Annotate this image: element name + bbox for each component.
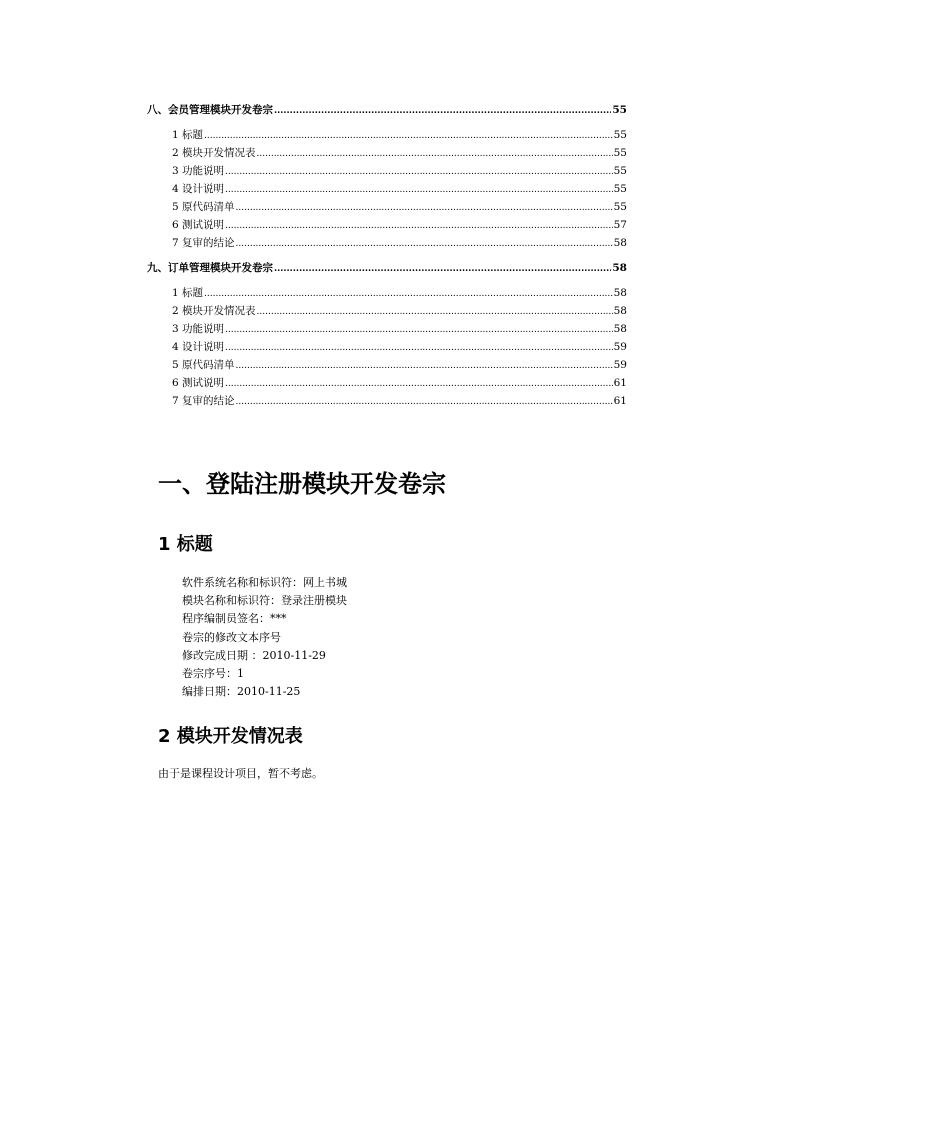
info-line: 编排日期：2010-11-25 bbox=[182, 685, 301, 699]
toc-item[interactable] bbox=[147, 392, 627, 410]
toc-section bbox=[147, 258, 627, 410]
toc-item-label: 7 复审的结论 bbox=[172, 237, 235, 249]
toc-leader-dots bbox=[225, 375, 613, 393]
toc-item[interactable] bbox=[147, 338, 627, 356]
toc-item[interactable] bbox=[147, 162, 627, 180]
toc-page-number: 55 bbox=[613, 147, 627, 159]
toc-heading[interactable] bbox=[147, 258, 627, 278]
toc-item[interactable] bbox=[147, 198, 627, 216]
toc-item-label: 6 测试说明 bbox=[172, 377, 225, 389]
toc-page-number: 55 bbox=[613, 165, 627, 177]
toc-leader-dots bbox=[274, 259, 611, 279]
toc-item-label: 3 功能说明 bbox=[172, 323, 225, 335]
toc-item[interactable] bbox=[147, 374, 627, 392]
toc-item-label: 4 设计说明 bbox=[172, 183, 225, 195]
toc-heading-label: 八、会员管理模块开发卷宗 bbox=[147, 104, 273, 116]
toc-leader-dots bbox=[225, 181, 613, 199]
toc-item-label: 4 设计说明 bbox=[172, 341, 225, 353]
toc-item[interactable] bbox=[147, 302, 627, 320]
toc-item-label: 5 原代码清单 bbox=[172, 201, 235, 213]
toc-item-label: 2 模块开发情况表 bbox=[172, 147, 256, 159]
toc-item-label: 3 功能说明 bbox=[172, 165, 225, 177]
toc-item-label: 6 测试说明 bbox=[172, 219, 225, 231]
toc-page-number: 55 bbox=[613, 183, 627, 195]
info-line: 软件系统名称和标识符：网上书城 bbox=[182, 576, 347, 589]
toc-item[interactable] bbox=[147, 216, 627, 234]
body-paragraph: 由于是课程设计项目，暂不考虑。 bbox=[158, 767, 323, 780]
toc-leader-dots bbox=[225, 217, 613, 235]
toc-item-label: 2 模块开发情况表 bbox=[172, 305, 256, 317]
toc-leader-dots bbox=[225, 163, 613, 181]
toc-item[interactable] bbox=[147, 234, 627, 252]
toc-page-number: 61 bbox=[613, 377, 627, 389]
toc-leader-dots bbox=[225, 339, 613, 357]
toc-page-number: 59 bbox=[613, 359, 627, 371]
toc-item[interactable] bbox=[147, 320, 627, 338]
toc-page-number: 57 bbox=[613, 219, 627, 231]
info-line: 卷宗序号：1 bbox=[182, 666, 244, 680]
toc-item-label: 5 原代码清单 bbox=[172, 359, 235, 371]
toc-page-number: 58 bbox=[613, 287, 627, 299]
toc-heading[interactable] bbox=[147, 100, 627, 120]
toc-leader-dots bbox=[225, 321, 613, 339]
toc-leader-dots bbox=[236, 357, 613, 375]
section-heading: 1 标题 bbox=[158, 534, 213, 555]
toc-item-label: 7 复审的结论 bbox=[172, 395, 235, 407]
toc-page-number: 59 bbox=[613, 341, 627, 353]
toc-leader-dots bbox=[236, 235, 613, 253]
identifier-list bbox=[182, 574, 347, 701]
toc-heading-label: 九、订单管理模块开发卷宗 bbox=[147, 262, 273, 274]
toc-item[interactable] bbox=[147, 126, 627, 144]
toc-leader-dots bbox=[236, 393, 613, 411]
toc-page-number: 55 bbox=[613, 201, 627, 213]
toc-item-label: 1 标题 bbox=[172, 287, 204, 299]
info-line: 卷宗的修改文本序号 bbox=[182, 630, 281, 644]
info-line: 模块名称和标识符：登录注册模块 bbox=[182, 594, 347, 608]
info-line: 修改完成日期 ：2010-11-29 bbox=[182, 648, 326, 662]
toc-item[interactable] bbox=[147, 356, 627, 374]
info-line: 程序编制员签名：*** bbox=[182, 612, 287, 626]
toc-leader-dots bbox=[204, 127, 613, 145]
toc-leader-dots bbox=[274, 101, 611, 121]
toc-page-number: 58 bbox=[613, 323, 627, 335]
toc-section bbox=[147, 100, 627, 252]
toc-page-number: 55 bbox=[612, 104, 627, 116]
toc-item[interactable] bbox=[147, 284, 627, 302]
toc-leader-dots bbox=[204, 285, 613, 303]
toc-page-number: 58 bbox=[613, 237, 627, 249]
toc-item[interactable] bbox=[147, 180, 627, 198]
section-heading: 2 模块开发情况表 bbox=[158, 726, 303, 747]
toc-page-number: 55 bbox=[613, 129, 627, 141]
toc-leader-dots bbox=[257, 303, 613, 321]
toc-item-label: 1 标题 bbox=[172, 129, 204, 141]
toc-page-number: 58 bbox=[613, 305, 627, 317]
toc-page-number: 61 bbox=[613, 395, 627, 407]
chapter-title: 一、登陆注册模块开发卷宗 bbox=[158, 470, 446, 498]
table-of-contents bbox=[147, 100, 627, 410]
toc-page-number: 58 bbox=[612, 262, 627, 274]
toc-item[interactable] bbox=[147, 144, 627, 162]
toc-leader-dots bbox=[257, 145, 613, 163]
toc-leader-dots bbox=[236, 199, 613, 217]
